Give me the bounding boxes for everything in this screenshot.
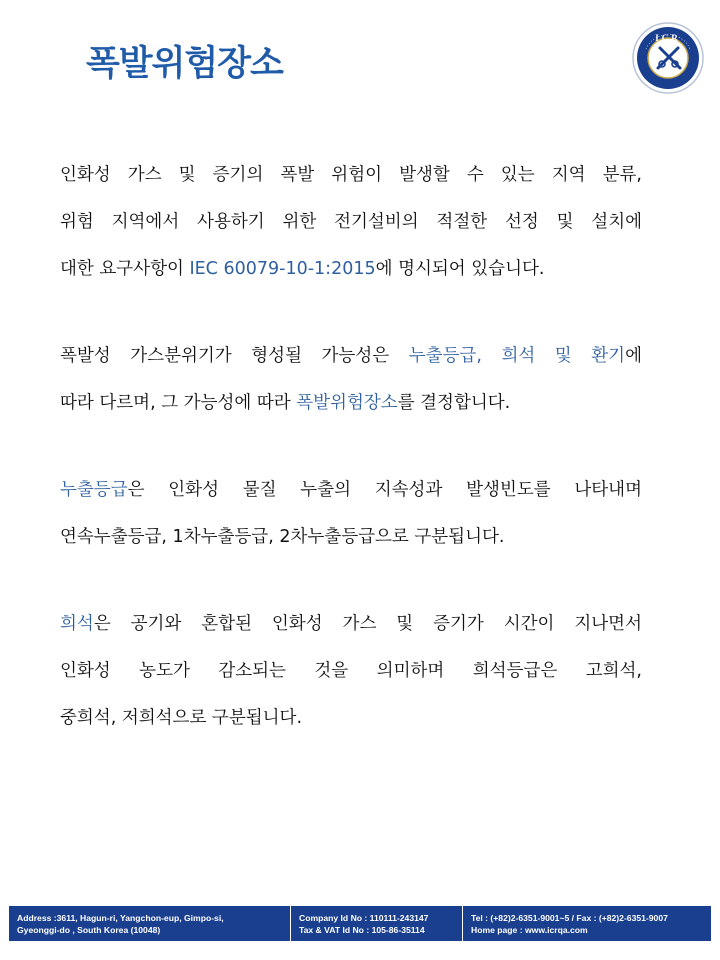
footer-contact bbox=[462, 906, 711, 941]
text-segment: 폭발성 가스분위기가 형성될 가능성은 bbox=[60, 346, 409, 366]
body-text bbox=[60, 152, 642, 782]
highlight-term: 누출등급 bbox=[60, 480, 128, 500]
text-segment: 를 결정합니다. bbox=[397, 393, 511, 413]
text-segment: 에 bbox=[625, 346, 642, 366]
paragraph bbox=[60, 467, 642, 561]
homepage-link[interactable]: Home page : www.icrqa.com bbox=[471, 924, 588, 935]
text-segment: 에 명시되어 있습니다. bbox=[375, 259, 545, 279]
text-segment: 위험 지역에서 사용하기 위한 전기설비의 적절한 선정 및 설치에 bbox=[60, 212, 642, 232]
highlight-term: IEC 60079-10-1:2015 bbox=[189, 259, 376, 279]
tax-id: Tax & VAT Id No : 105-86-35114 bbox=[299, 924, 425, 935]
text-line bbox=[60, 246, 642, 293]
text-line bbox=[60, 380, 642, 427]
text-segment: 인화성 농도가 감소되는 것을 의미하며 희석등급은 고희석, bbox=[60, 661, 642, 681]
footer bbox=[9, 906, 711, 941]
text-line bbox=[60, 601, 642, 648]
footer-address bbox=[9, 906, 290, 941]
highlight-term: 희석 bbox=[60, 614, 94, 634]
paragraph bbox=[60, 152, 642, 293]
highlight-term: 폭발위험장소 bbox=[296, 393, 398, 413]
page-title: 폭발위험장소 bbox=[86, 44, 283, 84]
icr-logo bbox=[632, 22, 704, 94]
text-segment: 중희석, 저희석으로 구분됩니다. bbox=[60, 708, 303, 728]
text-segment: 은 인화성 물질 누출의 지속성과 발생빈도를 나타내며 bbox=[127, 480, 642, 500]
tel-fax: Tel : (+82)2-6351-9001~5 / Fax : (+82)2-6351-9007 bbox=[471, 913, 668, 923]
highlight-term: 누출등급, 희석 및 환기 bbox=[408, 346, 626, 366]
footer-ids bbox=[290, 906, 462, 941]
logo-text: ICR bbox=[655, 33, 681, 43]
text-line bbox=[60, 152, 642, 199]
address-line-1: Address :3611, Hagun-ri, Yangchon-eup, Gimpo-si, bbox=[17, 913, 224, 923]
text-segment: 은 공기와 혼합된 인화성 가스 및 증기가 시간이 지나면서 bbox=[93, 614, 642, 634]
text-segment: 따라 다르며, 그 가능성에 따라 bbox=[60, 393, 297, 413]
text-segment: 대한 요구사항이 bbox=[60, 259, 190, 279]
text-line bbox=[60, 648, 642, 695]
text-line bbox=[60, 514, 642, 561]
text-line bbox=[60, 199, 642, 246]
paragraph bbox=[60, 601, 642, 742]
address-line-2: Gyeonggi-do , South Korea (10048) bbox=[17, 924, 161, 935]
text-line bbox=[60, 467, 642, 514]
paragraph bbox=[60, 333, 642, 427]
text-segment: 인화성 가스 및 증기의 폭발 위험이 발생할 수 있는 지역 분류, bbox=[60, 165, 642, 185]
text-segment: 연속누출등급, 1차누출등급, 2차누출등급으로 구분됩니다. bbox=[60, 527, 505, 547]
text-line bbox=[60, 333, 642, 380]
company-id: Company Id No : 110111-243147 bbox=[299, 913, 429, 923]
text-line bbox=[60, 695, 642, 742]
